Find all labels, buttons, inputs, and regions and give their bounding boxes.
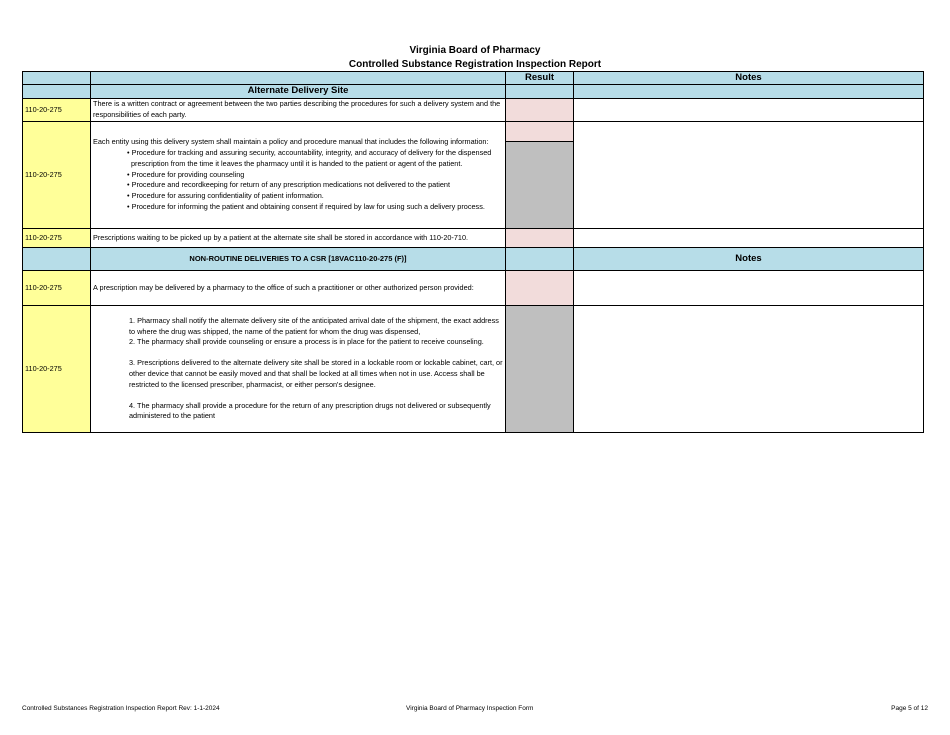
section-title-alternate-delivery: Alternate Delivery Site bbox=[91, 85, 506, 99]
header-code-cell bbox=[23, 72, 91, 85]
requirement-text bbox=[91, 306, 506, 433]
requirement-bullet: • Procedure for tracking and assuring security, accountability, integrity, and accuracy of delivery for the dispensed prescription from the time it leaves the pharmacy until it is handed to the patient or agent of the patient. bbox=[127, 148, 492, 168]
notes-column-header: Notes bbox=[574, 72, 924, 85]
requirement-intro: Each entity using this delivery system shall maintain a policy and procedure manual that includes the following information: bbox=[93, 137, 489, 147]
regulation-code: 110-20-275 bbox=[23, 271, 91, 306]
requirement-bullet: • Procedure for informing the patient and obtaining consent if required by law for using such a delivery process. bbox=[127, 201, 485, 211]
requirement-bullet: • Procedure for assuring confidentiality of patient information. bbox=[127, 191, 324, 201]
regulation-code: 110-20-275 bbox=[23, 99, 91, 122]
column-header-row bbox=[23, 72, 924, 85]
notes-cell[interactable] bbox=[574, 122, 924, 229]
notes-cell[interactable] bbox=[574, 229, 924, 248]
report-title-line2: Controlled Substance Registration Inspection Report bbox=[348, 59, 602, 70]
result-cell[interactable] bbox=[506, 229, 574, 248]
table-row bbox=[23, 271, 924, 306]
inspection-table bbox=[22, 71, 924, 433]
requirement-item: 4. The pharmacy shall provide a procedure for the return of any prescription drugs not delivered or subsequently administered to the patient bbox=[129, 400, 491, 421]
notes-cell[interactable] bbox=[574, 99, 924, 122]
result-cell[interactable] bbox=[506, 99, 574, 122]
section-code-cell bbox=[23, 248, 91, 271]
requirement-text: A prescription may be delivered by a pharmacy to the office of such a practitioner or other authorized person provided: bbox=[91, 271, 506, 306]
section-result-cell bbox=[506, 85, 574, 99]
requirement-item: 1. Pharmacy shall notify the alternate delivery site of the anticipated arrival date of the shipment, the exact address to where the drug was shipped, the name of the patient for whom the drug was dispensed, bbox=[129, 315, 499, 336]
spacer bbox=[93, 391, 503, 401]
footer-page-number: Page 5 of 12 bbox=[891, 705, 928, 712]
table-row bbox=[23, 122, 924, 229]
requirement-bullet: • Procedure and recordkeeping for return of any prescription medications not delivered to the patient bbox=[127, 180, 450, 190]
requirement-bullet: • Procedure for providing counseling bbox=[127, 169, 245, 179]
header-requirement-cell bbox=[91, 72, 506, 85]
footer-form-name: Virginia Board of Pharmacy Inspection Form bbox=[406, 705, 534, 712]
regulation-code: 110-20-275 bbox=[23, 122, 91, 229]
table-row bbox=[23, 99, 924, 122]
requirement-item: 3. Prescriptions delivered to the alternate delivery site shall be stored in a lockable room or lockable cabinet, cart, or other device that cannot be easily moved and that shall be locked at all times when not in use. Access shall be restricted to the licensed prescriber, pharmacist, or either person's designee. bbox=[129, 358, 503, 389]
notes-cell[interactable] bbox=[574, 271, 924, 306]
section-code-cell bbox=[23, 85, 91, 99]
table-row bbox=[23, 229, 924, 248]
result-split-cell bbox=[506, 122, 574, 229]
section-result-cell bbox=[506, 248, 574, 271]
requirement-text: Prescriptions waiting to be picked up by a patient at the alternate site shall be stored in accordance with 110-20-710. bbox=[91, 229, 506, 248]
section-notes-header: Notes bbox=[574, 248, 924, 271]
table-row bbox=[23, 306, 924, 433]
result-disabled-cell bbox=[506, 142, 573, 228]
spacer bbox=[93, 348, 503, 358]
section-header-row bbox=[23, 248, 924, 271]
requirement-item: 2. The pharmacy shall provide counseling or ensure a process is in place for the patient to receive counseling. bbox=[129, 337, 484, 347]
requirement-text bbox=[91, 122, 506, 229]
result-disabled-cell bbox=[506, 306, 574, 433]
section-header-row bbox=[23, 85, 924, 99]
regulation-code: 110-20-275 bbox=[23, 306, 91, 433]
report-title-line1: Virginia Board of Pharmacy bbox=[409, 45, 541, 56]
regulation-code: 110-20-275 bbox=[23, 229, 91, 248]
result-cell[interactable] bbox=[506, 122, 573, 142]
result-cell[interactable] bbox=[506, 271, 574, 306]
requirement-text: There is a written contract or agreement between the two parties describing the procedures for such a delivery system and the responsibilities of each party. bbox=[91, 99, 506, 122]
result-column-header: Result bbox=[506, 72, 574, 85]
section-notes-cell bbox=[574, 85, 924, 99]
section-title-non-routine-deliveries: NON-ROUTINE DELIVERIES TO A CSR [18VAC110-20-275 (F)] bbox=[91, 248, 506, 271]
notes-cell[interactable] bbox=[574, 306, 924, 433]
footer-revision: Controlled Substances Registration Inspection Report Rev: 1-1-2024 bbox=[22, 705, 220, 712]
